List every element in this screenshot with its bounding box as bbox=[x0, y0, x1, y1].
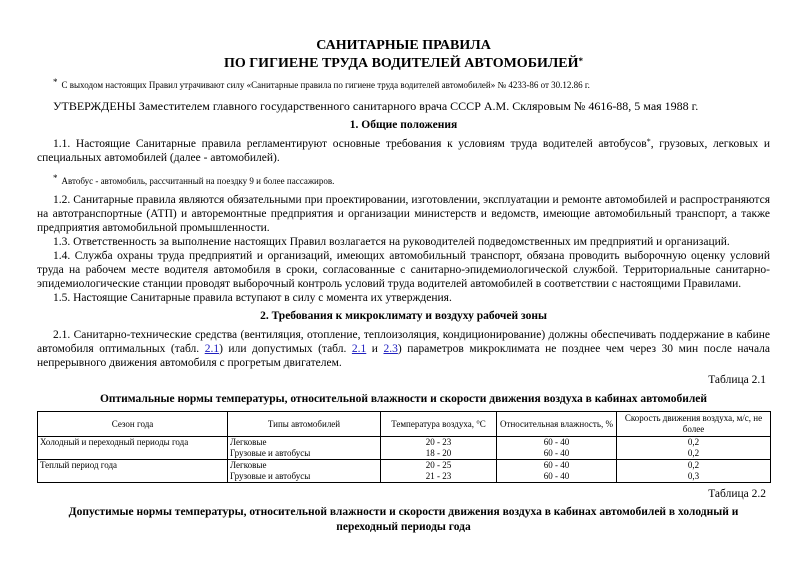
footnote-text: Автобус - автомобиль, рассчитанный на поездку 9 и более пассажиров. bbox=[61, 176, 335, 186]
paragraph-footnote-mark: * bbox=[646, 137, 651, 146]
title-footnote-mark: * bbox=[578, 56, 583, 66]
table-2-2-number: Таблица 2.2 bbox=[708, 488, 766, 500]
table-cell-type: Грузовые и автобусы bbox=[228, 448, 381, 460]
document-title-text: ПО ГИГИЕНЕ ТРУДА ВОДИТЕЛЕЙ АВТОМОБИЛЕЙ bbox=[224, 56, 579, 71]
table-row bbox=[38, 448, 771, 460]
table-header-cell: Относительная влажность, % bbox=[497, 412, 617, 437]
table-row bbox=[38, 437, 771, 449]
table-cell-season bbox=[38, 471, 228, 483]
document-title-line2 bbox=[0, 55, 807, 73]
table-cell-season: Холодный и переходный периоды года bbox=[38, 437, 228, 449]
document-title-line1: САНИТАРНЫЕ ПРАВИЛА bbox=[316, 38, 491, 53]
table-2-3-link[interactable]: 2.3 bbox=[383, 343, 398, 355]
footnote-superseded bbox=[53, 77, 590, 90]
table-header-cell: Типы автомобилей bbox=[228, 412, 381, 437]
paragraph-1-5: 1.5. Настоящие Санитарные правила вступают в силу с момента их утверждения. bbox=[53, 292, 452, 304]
table-2-1-number: Таблица 2.1 bbox=[708, 374, 766, 386]
table-header-cell: Сезон года bbox=[38, 412, 228, 437]
approval-line: УТВЕРЖДЕНЫ Заместителем главного государственного санитарного врача СССР А.М. Скляровым № 4616-88, 5 мая 1988 г. bbox=[53, 99, 699, 113]
table-cell-humidity: 60 - 40 bbox=[497, 437, 617, 449]
section2-heading: 2. Требования к микроклимату и воздуху рабочей зоны bbox=[260, 310, 547, 322]
paragraph-1-1-text-b: , грузовых, легковых и специальных автомобилей (далее - автомобилей). bbox=[37, 138, 770, 164]
section1-heading: 1. Общие положения bbox=[349, 119, 458, 131]
table-cell-humidity: 60 - 40 bbox=[497, 471, 617, 483]
table-cell-temp: 18 - 20 bbox=[381, 448, 497, 460]
table-cell-speed: 0,2 bbox=[617, 460, 771, 472]
table-row bbox=[38, 471, 771, 483]
table-header-row bbox=[38, 412, 771, 437]
table-2-2-title: Допустимые нормы температуры, относительной влажности и скорости движения воздуха в кабинах автомобилей в холодный и переходный периоды года bbox=[68, 506, 739, 533]
table-header-cell: Скорость движения воздуха, м/с, не более bbox=[617, 412, 771, 437]
paragraph-2-1-text-b: ) или допустимых (табл. bbox=[219, 343, 347, 355]
paragraph-1-2: 1.2. Санитарные правила являются обязательными при проектировании, изготовлении, эксплуатации и ремонте автомобилей и распространяются на автотранспортные (АТП) и авторемонтные предприятия и организации министерств и ведомств, имеющие автомобильный транспорт, а также предприятия автомобильной промышленности. bbox=[37, 194, 770, 234]
table-2-1-title: Оптимальные нормы температуры, относительной влажности и скорости движения воздуха в кабинах автомобилей bbox=[99, 393, 708, 405]
table-cell-type: Грузовые и автобусы bbox=[228, 471, 381, 483]
table-header-cell: Температура воздуха, °С bbox=[381, 412, 497, 437]
paragraph-1-4: 1.4. Служба охраны труда предприятий и организаций, имеющих автомобильный транспорт, обязана проводить выборочную оценку условий труда на рабочем месте водителя автомобиля в сроки, согласованные с санитарно-эпидемиологической службой. Территориальные санитарно-эпидемиологические станции проводят выборочный контроль условий труда водителей автомобилей в соответствии с настоящими Правилами. bbox=[37, 250, 770, 290]
paragraph-2-1 bbox=[37, 328, 770, 370]
table-2-1-link-second[interactable]: 2.1 bbox=[351, 343, 367, 355]
paragraph-2-1-text-c: и bbox=[371, 343, 378, 355]
table-cell-speed: 0,2 bbox=[617, 437, 771, 449]
table-2-1 bbox=[37, 411, 771, 483]
table-cell-season bbox=[38, 448, 228, 460]
table-cell-humidity: 60 - 40 bbox=[497, 448, 617, 460]
paragraph-2-1-text-d: ) параметров микроклимата не позднее чем через 30 мин после начала непрерывного движения автомобиля с прогретым двигателем. bbox=[37, 343, 770, 369]
paragraph-1-1-text-a: 1.1. Настоящие Санитарные правила регламентируют основные требования к условиям труда водителей автобусов bbox=[53, 138, 647, 150]
paragraph-1-1 bbox=[37, 137, 770, 165]
footnote-text: С выходом настоящих Правил утрачивают силу «Санитарные правила по гигиене труда водителей автомобилей» № 4233-86 от 30.12.86 г. bbox=[61, 80, 590, 90]
table-cell-temp: 20 - 25 bbox=[381, 460, 497, 472]
table-cell-type: Легковые bbox=[228, 460, 381, 472]
footnote-bus bbox=[53, 173, 335, 186]
paragraph-2-1-text-a: 2.1. Санитарно-технические средства (вентиляция, отопление, теплоизоляция, кондиционирование) должны обеспечивать поддержание в кабине автомобиля оптимальных (табл. bbox=[37, 329, 770, 355]
table-cell-temp: 20 - 23 bbox=[381, 437, 497, 449]
paragraph-1-3: 1.3. Ответственность за выполнение настоящих Правил возлагается на руководителей подведомственных им предприятий и организаций. bbox=[53, 236, 730, 248]
table-2-1-link[interactable]: 2.1 bbox=[204, 343, 220, 355]
table-cell-temp: 21 - 23 bbox=[381, 471, 497, 483]
table-row bbox=[38, 460, 771, 472]
footnote-mark: * bbox=[53, 77, 58, 87]
table-cell-humidity: 60 - 40 bbox=[497, 460, 617, 472]
table-cell-season: Теплый период года bbox=[38, 460, 228, 472]
table-cell-speed: 0,2 bbox=[617, 448, 771, 460]
table-cell-speed: 0,3 bbox=[617, 471, 771, 483]
table-cell-type: Легковые bbox=[228, 437, 381, 449]
footnote-mark: * bbox=[53, 173, 58, 183]
